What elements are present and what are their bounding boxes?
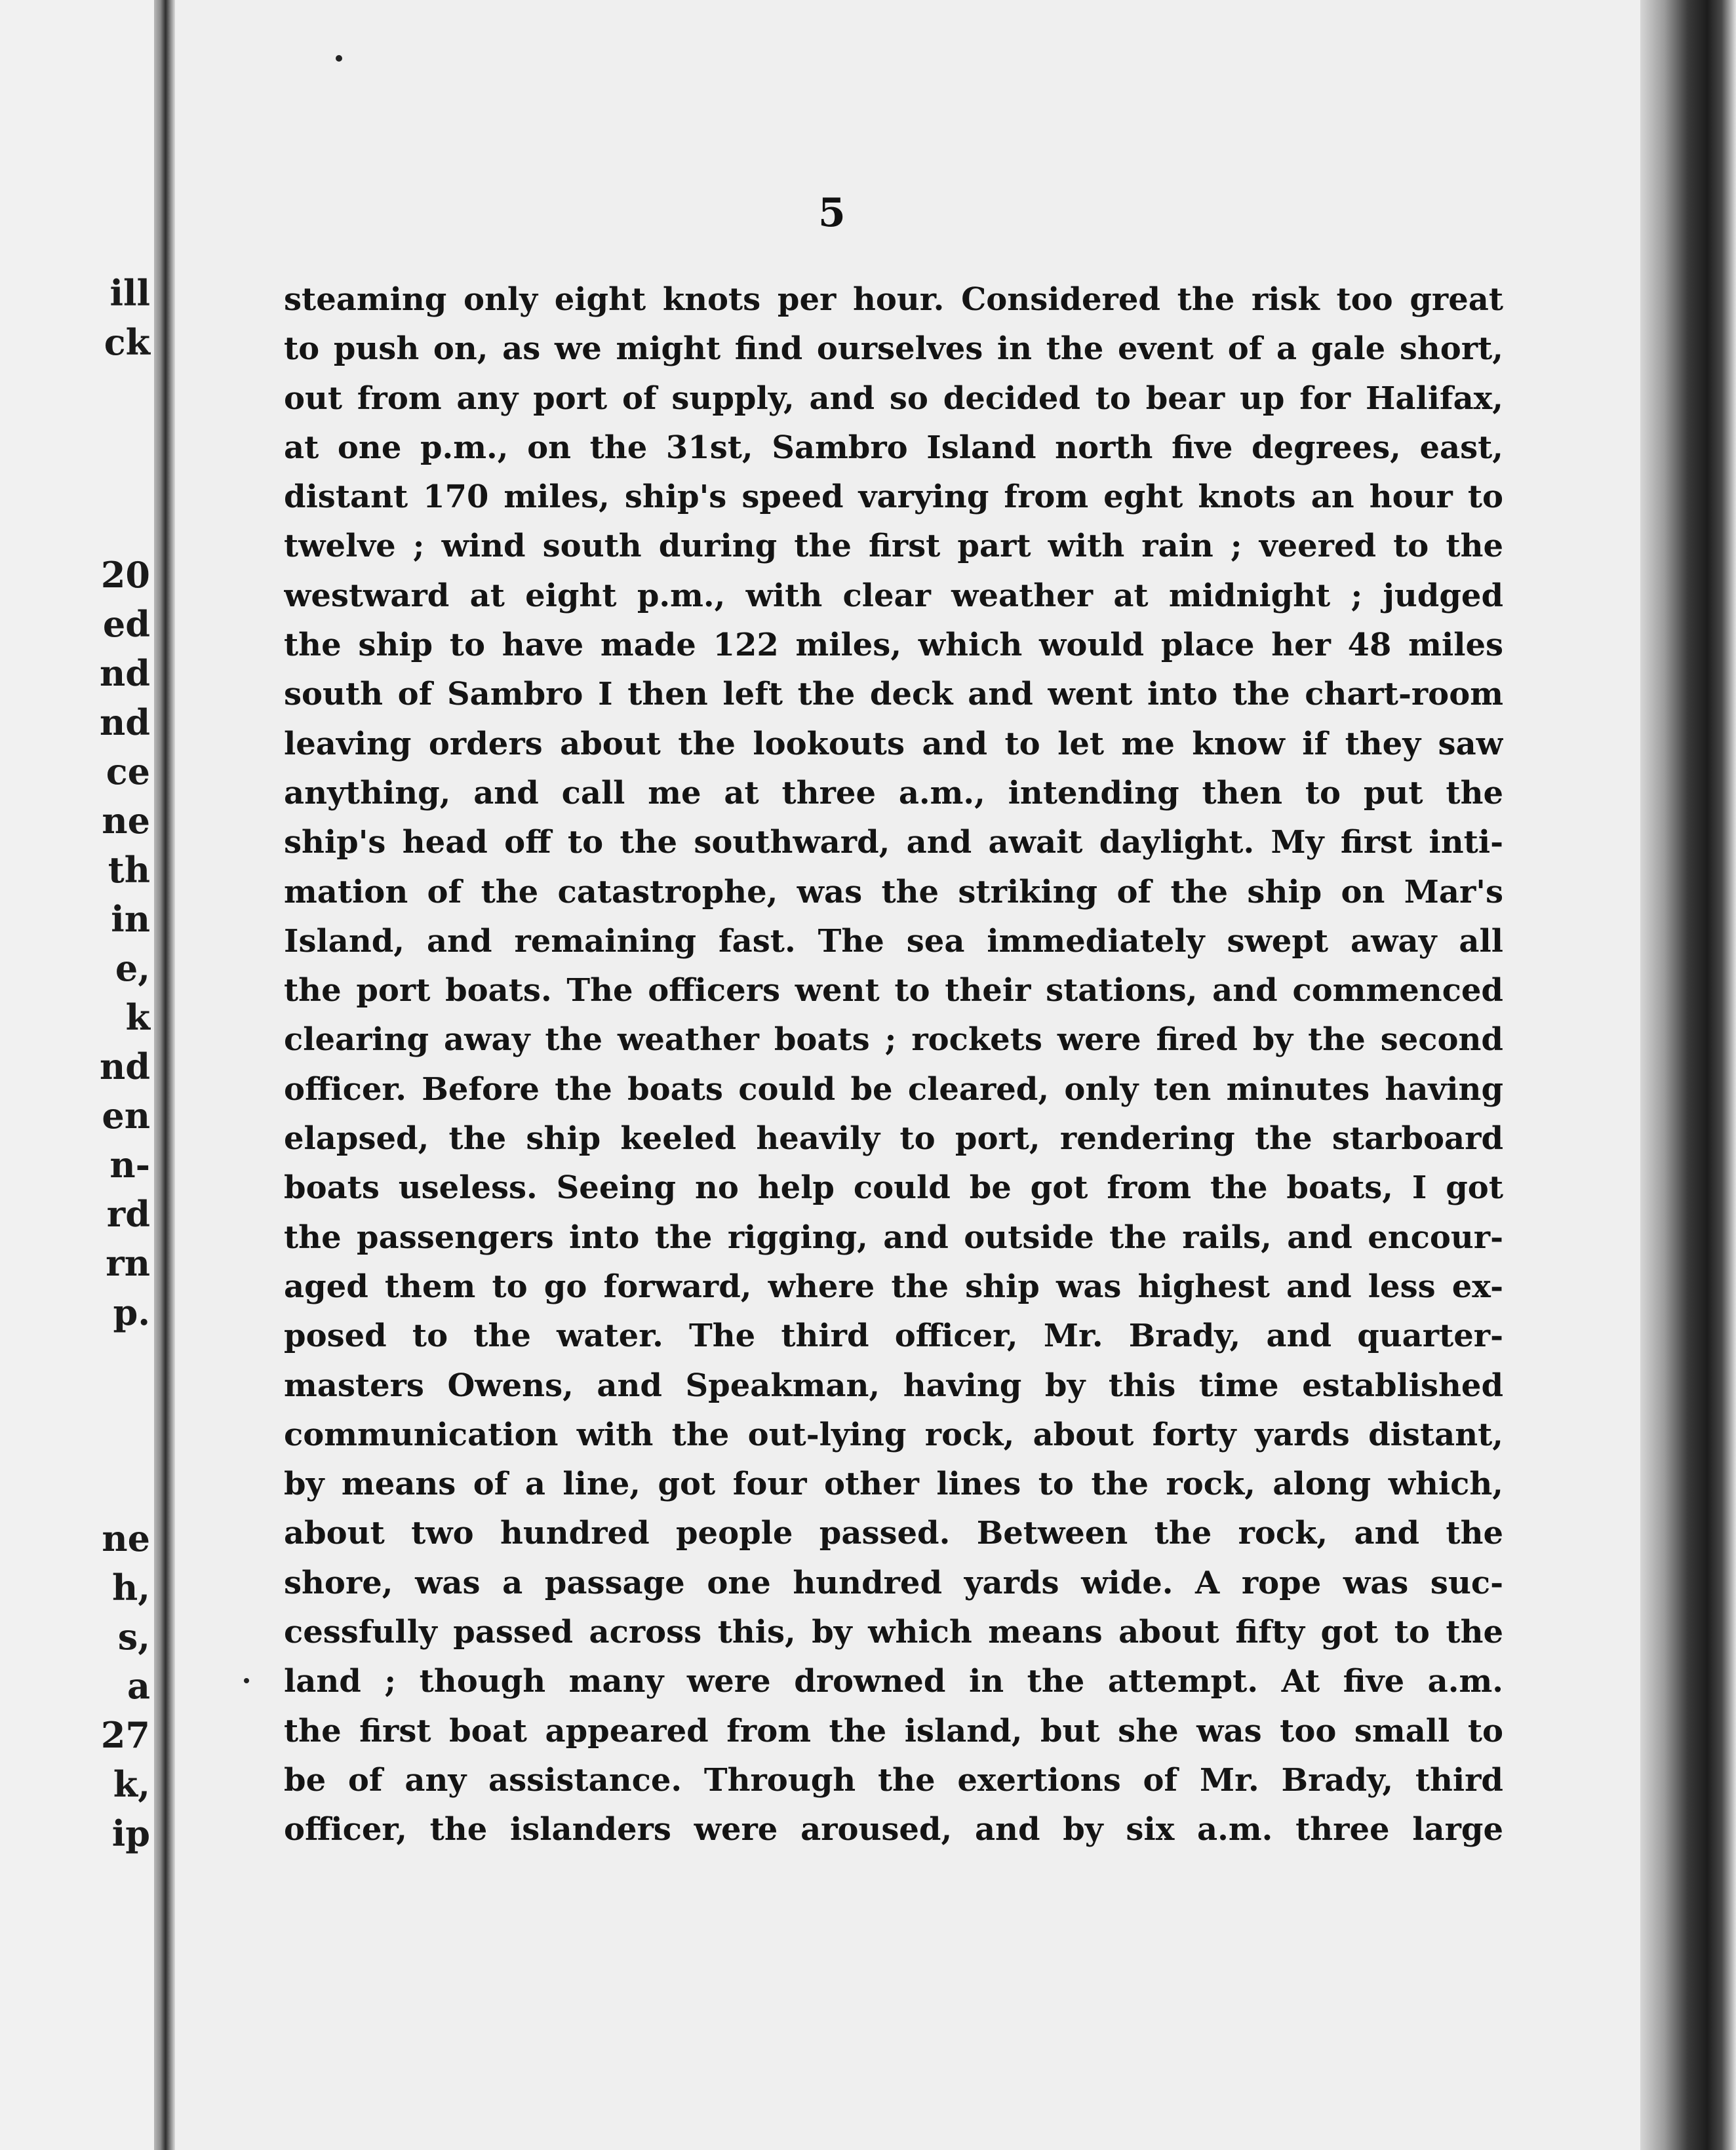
ink-speck xyxy=(336,55,342,62)
facing-page-fragment: a xyxy=(127,1665,150,1707)
facing-page-fragment: 27 xyxy=(100,1714,150,1756)
text-line: aged them to go forward, where the ship was highest and less ex- xyxy=(284,1268,1503,1305)
binding-gutter xyxy=(154,0,175,2150)
facing-page-fragment: rn xyxy=(106,1242,150,1284)
text-line: westward at eight p.m., with clear weather at midnight ; judged xyxy=(284,577,1503,614)
text-line: mation of the catastrophe, was the striking of the ship on Mar's xyxy=(284,873,1503,910)
text-line: distant 170 miles, ship's speed varying from eght knots an hour to xyxy=(284,479,1503,516)
text-line: the passengers into the rigging, and outside the rails, and encour- xyxy=(284,1219,1503,1256)
text-line: steaming only eight knots per hour. Considered the risk too great xyxy=(284,281,1503,318)
text-line: leaving orders about the lookouts and to let me know if they saw xyxy=(284,725,1503,762)
facing-page-fragment: n- xyxy=(109,1144,150,1186)
facing-page-fragment: ne xyxy=(102,1517,150,1559)
text-line: out from any port of supply, and so decided to bear up for Halifax, xyxy=(284,380,1503,417)
facing-page-fragment: ill xyxy=(109,272,150,314)
text-line: be of any assistance. Through the exertions of Mr. Brady, third xyxy=(284,1761,1503,1799)
text-line: anything, and call me at three a.m., intending then to put the xyxy=(284,774,1503,811)
text-line: the first boat appeared from the island, but she was too small to xyxy=(284,1712,1503,1749)
page-number: 5 xyxy=(818,190,846,236)
facing-page-fragment: ce xyxy=(106,751,150,792)
facing-page-fragment: ed xyxy=(102,603,150,645)
facing-page-fragment: th xyxy=(108,849,150,891)
facing-page-fragment: nd xyxy=(99,1046,150,1087)
facing-page-fragment: s, xyxy=(117,1616,150,1658)
text-line: land ; though many were drowned in the attempt. At five a.m. xyxy=(284,1663,1503,1700)
text-line: boats useless. Seeing no help could be got from the boats, I got xyxy=(284,1169,1503,1207)
text-line: at one p.m., on the 31st, Sambro Island north five degrees, east, xyxy=(284,429,1503,466)
text-line: twelve ; wind south during the first part with rain ; veered to the xyxy=(284,528,1503,565)
text-line: officer. Before the boats could be cleared, only ten minutes having xyxy=(284,1070,1503,1108)
facing-page-fragment: p. xyxy=(113,1291,150,1333)
text-line: Island, and remaining fast. The sea immediately swept away all xyxy=(284,922,1503,960)
text-line: south of Sambro I then left the deck and went into the chart-room xyxy=(284,676,1503,713)
text-line: the port boats. The officers went to their stations, and commenced xyxy=(284,972,1503,1009)
facing-page-fragment: in xyxy=(111,898,150,940)
facing-page-fragment: en xyxy=(102,1095,150,1137)
text-line: shore, was a passage one hundred yards wide. A rope was suc- xyxy=(284,1564,1503,1601)
facing-page-fragment: ck xyxy=(104,321,150,363)
body-text xyxy=(284,275,1503,1855)
text-line: about two hundred people passed. Between the rock, and the xyxy=(284,1515,1503,1552)
facing-page-fragment: nd xyxy=(99,652,150,694)
facing-page-fragment: h, xyxy=(111,1567,150,1609)
text-line: communication with the out-lying rock, about forty yards distant, xyxy=(284,1416,1503,1453)
facing-page-fragment: nd xyxy=(99,701,150,743)
facing-page-fragment: rd xyxy=(106,1193,150,1235)
facing-page-fragment: e, xyxy=(115,947,150,989)
text-line: the ship to have made 122 miles, which would place her 48 miles xyxy=(284,627,1503,664)
text-line: officer, the islanders were aroused, and by six a.m. three large xyxy=(284,1811,1503,1848)
facing-page-fragment: k xyxy=(125,996,150,1038)
page-edge-shadow xyxy=(1640,0,1736,2150)
text-line: ship's head off to the southward, and await daylight. My first inti- xyxy=(284,824,1503,861)
facing-page-fragment: ip xyxy=(111,1812,150,1854)
facing-page-fragment: 20 xyxy=(100,554,150,596)
text-line: by means of a line, got four other lines to the rock, along which, xyxy=(284,1466,1503,1503)
text-line: cessfully passed across this, by which means about fifty got to the xyxy=(284,1614,1503,1651)
facing-page-fragment: k, xyxy=(113,1763,150,1805)
text-line: masters Owens, and Speakman, having by this time established xyxy=(284,1367,1503,1404)
ink-speck xyxy=(244,1678,249,1683)
facing-page-fragment: ne xyxy=(102,800,150,842)
text-line: clearing away the weather boats ; rockets were fired by the second xyxy=(284,1021,1503,1059)
facing-page-edge xyxy=(0,0,154,2150)
text-line: to push on, as we might find ourselves in the event of a gale short, xyxy=(284,330,1503,368)
text-line: elapsed, the ship keeled heavily to port, rendering the starboard xyxy=(284,1120,1503,1158)
text-line: posed to the water. The third officer, Mr. Brady, and quarter- xyxy=(284,1318,1503,1355)
